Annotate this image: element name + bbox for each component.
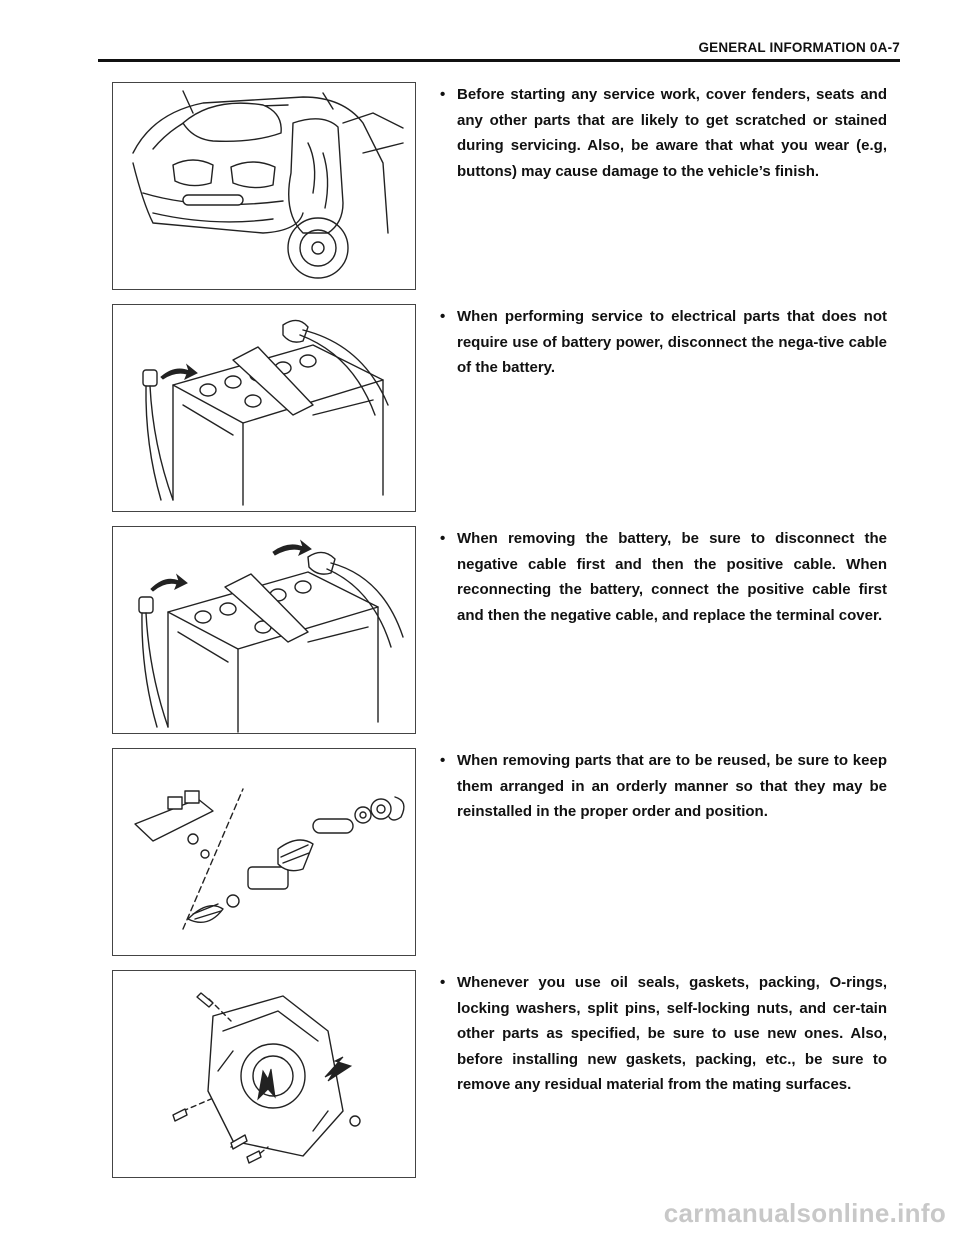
instruction-text-3 [440, 526, 887, 628]
bullet-marker: • [440, 974, 446, 991]
instruction-body: Whenever you use oil seals, gaskets, packing, O-rings, locking washers, split pins, self-locking nuts, and cer-tain other parts as specified, be sure to use new ones. Also, before installing new gaskets, packing, etc., be sure to remove any residual material from the mating surfaces. [457, 974, 887, 1093]
instruction-text-5 [440, 970, 887, 1098]
instruction-text-1 [440, 82, 887, 184]
section-disconnect-negative [112, 304, 902, 512]
figure-car-fender-cover [112, 82, 416, 290]
page-header [0, 40, 960, 66]
oil-pump-cover-illustration [113, 971, 415, 1177]
page-footer [0, 1190, 960, 1235]
bullet-marker: • [440, 86, 446, 103]
page-title: GENERAL INFORMATION 0A-7 [698, 40, 900, 55]
battery-negative-cable-illustration [113, 305, 415, 511]
exploded-parts-illustration [113, 749, 415, 955]
section-remove-battery [112, 526, 902, 734]
bullet-marker: • [440, 530, 446, 547]
section-arrange-parts [112, 748, 902, 956]
instruction-body: Before starting any service work, cover fenders, seats and any other parts that are likely to get scratched or stained during servicing. Also, be aware that what you wear (e.g, buttons) may cause damage to the vehicle’s finish. [457, 86, 887, 180]
figure-exploded-parts [112, 748, 416, 956]
section-new-seals [112, 970, 902, 1178]
instruction-text-4 [440, 748, 887, 825]
car-fender-cover-illustration [113, 83, 415, 289]
instruction-body: When performing service to electrical parts that does not require use of battery power, disconnect the nega-tive cable of the battery. [457, 308, 887, 376]
bullet-marker: • [440, 308, 446, 325]
figure-battery-removal [112, 526, 416, 734]
figure-oil-pump-cover [112, 970, 416, 1178]
instruction-body: When removing parts that are to be reused, be sure to keep them arranged in an orderly manner so that they may be reinstalled in the proper order and position. [457, 752, 887, 820]
instruction-text-2 [440, 304, 887, 381]
battery-removal-illustration [113, 527, 415, 733]
section-fender-cover [112, 82, 902, 290]
watermark-text: carmanualsonline.info [663, 1198, 946, 1228]
bullet-marker: • [440, 752, 446, 769]
figure-battery-negative-cable [112, 304, 416, 512]
header-rule [98, 59, 900, 62]
instruction-body: When removing the battery, be sure to disconnect the negative cable first and then the positive cable. When reconnecting the battery, connect the positive cable first and then the negative cable, and replace the terminal cover. [457, 530, 887, 624]
